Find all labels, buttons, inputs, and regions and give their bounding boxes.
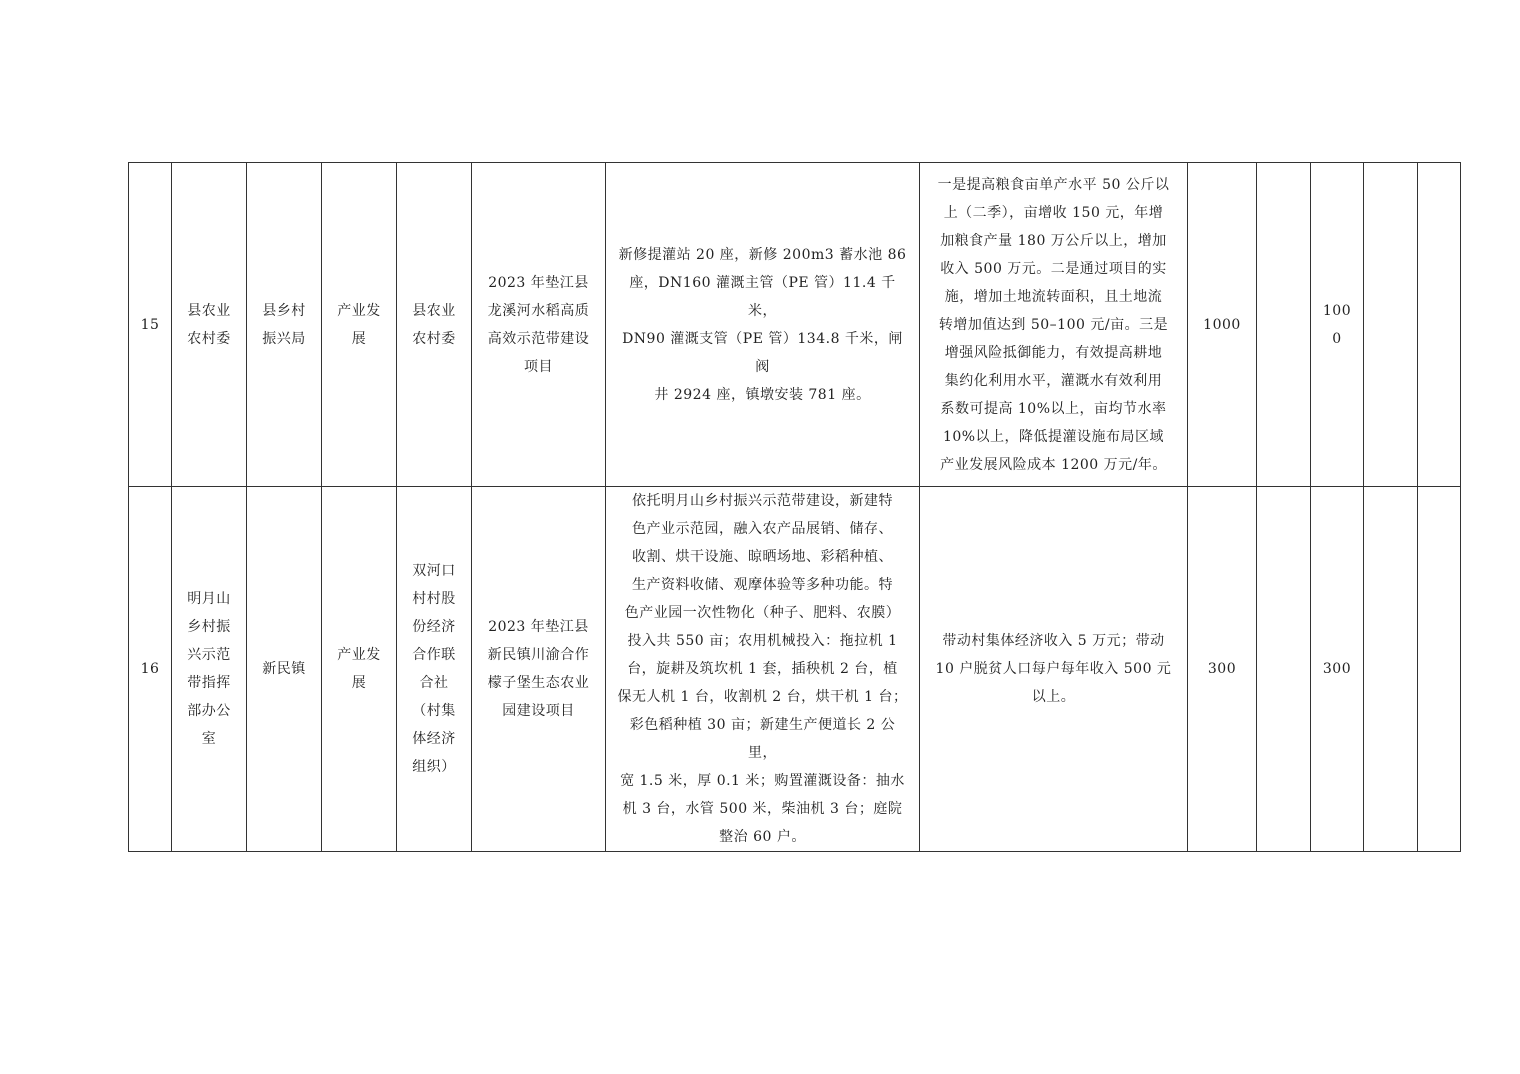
table-row xyxy=(129,487,1461,852)
cell-text-line: 保无人机 1 台，收割机 2 台，烘干机 1 台； xyxy=(617,689,908,705)
cell-text-line: 机 3 台，水管 500 米，柴油机 3 台；庭院 xyxy=(622,801,903,817)
cell-text-line: 合社 xyxy=(419,675,449,691)
cell-text-line: 产业发 xyxy=(337,647,381,663)
cell-text-line: 一是提高粮食亩单产水平 50 公斤以 xyxy=(937,176,1170,193)
category-cell xyxy=(322,163,397,487)
funds-cell: 1000 xyxy=(1311,163,1364,487)
cell-text-line: 收割、烘干设施、晾晒场地、彩稻种植、 xyxy=(632,549,893,565)
cell-text-line: 份经济 xyxy=(412,619,456,635)
table-row xyxy=(129,163,1461,487)
cell-text-line: 体经济 xyxy=(412,731,456,747)
cell-text-line: 项目 xyxy=(524,358,553,375)
cell-text-line: 10 户脱贫人口每户每年收入 500 元 xyxy=(935,661,1172,677)
cell-text-line: 龙溪河水稻高质 xyxy=(487,302,590,319)
cell-text-line: 增强风险抵御能力，有效提高耕地 xyxy=(944,344,1163,361)
cell-text-line: 振兴局 xyxy=(262,330,306,347)
owner-cell xyxy=(397,163,472,487)
cell-text-line: 座，DN160 灌溉主管（PE 管）11.4 千米， xyxy=(629,274,896,319)
cell-text-line: 展 xyxy=(351,330,367,347)
category-cell xyxy=(322,487,397,852)
cell-text-line: 系数可提高 10%以上，亩均节水率 xyxy=(940,400,1167,417)
cell-text-line: 10%以上，降低提灌设施布局区域 xyxy=(942,428,1165,445)
cell-text-line: 收入 500 万元。二是通过项目的实 xyxy=(940,260,1167,277)
cell-text-line: 县乡村 xyxy=(262,302,306,319)
cell-text-line: 产业发 xyxy=(337,302,381,319)
department-cell xyxy=(172,487,247,852)
cell-text-line: 生产资料收储、观摩体验等多种功能。特 xyxy=(632,577,893,593)
total-investment-cell: 300 xyxy=(1188,487,1257,852)
cell-text-line: 2023 年垫江县 xyxy=(488,274,589,291)
cell-text-line: 村村股 xyxy=(412,591,456,607)
cell-text-line: 兴示范 xyxy=(187,647,231,663)
cell-text-line: 乡村振 xyxy=(187,619,231,635)
cell-text-line: 合作联 xyxy=(412,647,456,663)
row-index: 16 xyxy=(129,487,172,852)
cell-text-line: 整治 60 户。 xyxy=(719,829,806,845)
cell-text-line: 台，旋耕及筑坎机 1 套，插秧机 2 台，植 xyxy=(627,661,898,677)
cell-text-line: 展 xyxy=(351,675,367,691)
construction-content-cell xyxy=(606,163,920,487)
empty-cell-b xyxy=(1364,487,1418,852)
empty-cell-b xyxy=(1364,163,1418,487)
cell-text-line: 井 2924 座，镇墩安装 781 座。 xyxy=(654,386,871,403)
cell-text-line: 县农业 xyxy=(412,302,456,319)
department-cell xyxy=(172,163,247,487)
cell-text-line: 带指挥 xyxy=(187,675,231,691)
row-index: 15 xyxy=(129,163,172,487)
cell-text-line: 新民镇 xyxy=(262,661,306,677)
benefit-cell xyxy=(920,163,1188,487)
cell-text-line: 投入共 550 亩；农用机械投入：拖拉机 1 xyxy=(627,633,898,649)
cell-text-line: 带动村集体经济收入 5 万元；带动 xyxy=(942,633,1165,649)
project-name-cell xyxy=(472,163,606,487)
cell-text-line: DN90 灌溉支管（PE 管）134.8 千米，闸阀 xyxy=(622,330,903,375)
cell-text-line: 高效示范带建设 xyxy=(487,330,590,347)
cell-text-line: 加粮食产量 180 万公斤以上，增加 xyxy=(940,232,1167,249)
cell-text-line: 色产业园一次性物化（种子、肥料、农膜） xyxy=(624,605,901,621)
funds-cell: 300 xyxy=(1311,487,1364,852)
cell-text-line: 色产业示范园，融入农产品展销、储存、 xyxy=(632,521,893,537)
cell-text-line: 园建设项目 xyxy=(502,703,575,719)
total-investment-cell: 1000 xyxy=(1188,163,1257,487)
cell-text-line: 新民镇川渝合作 xyxy=(487,647,590,663)
cell-text-line: （村集 xyxy=(412,703,456,719)
empty-cell-c xyxy=(1418,163,1461,487)
cell-text-line: 新修提灌站 20 座，新修 200m3 蓄水池 86 xyxy=(618,246,907,263)
unit-cell xyxy=(247,163,322,487)
cell-text-line: 转增加值达到 50–100 元/亩。三是 xyxy=(938,316,1169,333)
empty-cell-c xyxy=(1418,487,1461,852)
cell-text-line: 县农业 xyxy=(187,302,231,319)
cell-text-line: 施，增加土地流转面积，且土地流 xyxy=(944,288,1163,305)
unit-cell xyxy=(247,487,322,852)
cell-text-line: 檬子堡生态农业 xyxy=(487,675,590,691)
cell-text-line: 依托明月山乡村振兴示范带建设，新建特 xyxy=(632,493,893,509)
cell-text-line: 明月山 xyxy=(187,591,231,607)
empty-cell-a xyxy=(1257,163,1311,487)
cell-text-line: 2023 年垫江县 xyxy=(488,619,589,635)
cell-text-line: 集约化利用水平，灌溉水有效利用 xyxy=(944,372,1163,389)
empty-cell-a xyxy=(1257,487,1311,852)
project-table xyxy=(128,162,1461,852)
cell-text-line: 农村委 xyxy=(412,330,456,347)
cell-text-line: 以上。 xyxy=(1031,689,1076,705)
cell-text-line: 农村委 xyxy=(187,330,231,347)
construction-content-cell xyxy=(606,487,920,852)
project-name-cell xyxy=(472,487,606,852)
cell-text-line: 宽 1.5 米，厚 0.1 米；购置灌溉设备：抽水 xyxy=(620,773,905,789)
owner-cell xyxy=(397,487,472,852)
benefit-cell xyxy=(920,487,1188,852)
cell-text-line: 产业发展风险成本 1200 万元/年。 xyxy=(940,456,1167,473)
cell-text-line: 室 xyxy=(201,731,217,747)
cell-text-line: 部办公 xyxy=(187,703,231,719)
cell-text-line: 上（二季），亩增收 150 元，年增 xyxy=(943,204,1164,221)
cell-text-line: 组织） xyxy=(412,759,456,775)
cell-text-line: 彩色稻种植 30 亩；新建生产便道长 2 公里， xyxy=(629,717,896,761)
cell-text-line: 双河口 xyxy=(412,563,456,579)
